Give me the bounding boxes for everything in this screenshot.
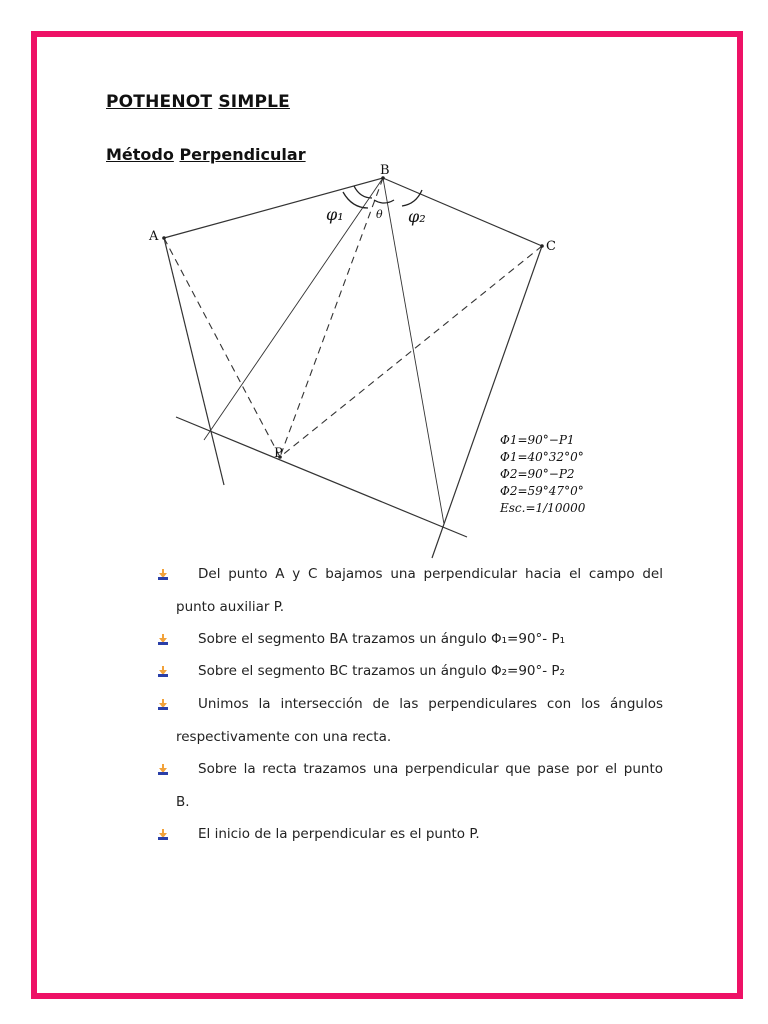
bullet-text-line-1: Unimos la intersección de las perpendiculares con los ángulos bbox=[198, 696, 663, 712]
dashed-ap bbox=[164, 238, 280, 457]
bullet-arrow-icon bbox=[158, 699, 168, 710]
formula-line: Φ2=90°−P2 bbox=[500, 467, 575, 481]
bullet-text-line-1: Sobre el segmento BA trazamos un ángulo Φ₁=90°- P₁ bbox=[198, 631, 566, 647]
label-b: B bbox=[380, 163, 390, 178]
label-phi2: φ₂ bbox=[408, 207, 426, 226]
ray-phi2 bbox=[383, 178, 444, 524]
formula-line: Φ1=90°−P1 bbox=[500, 433, 575, 447]
formula-line: Φ1=40°32°0° bbox=[500, 450, 584, 464]
bullet-arrow-icon bbox=[158, 569, 168, 580]
formula-block bbox=[500, 432, 585, 517]
arc-left-small bbox=[354, 186, 372, 198]
label-p: P bbox=[274, 446, 283, 461]
page-title bbox=[106, 92, 290, 112]
subtitle-word-2: Perpendicular bbox=[179, 145, 306, 164]
point-c-dot bbox=[540, 244, 544, 248]
segment-bc bbox=[383, 178, 542, 246]
label-theta: θ bbox=[376, 208, 383, 221]
segment-ab bbox=[164, 178, 383, 238]
point-a-dot bbox=[162, 236, 166, 240]
label-c: C bbox=[546, 239, 556, 254]
bullet-text-line-1: El inicio de la perpendicular es el punto P. bbox=[198, 826, 480, 842]
bullet-arrow-icon bbox=[158, 829, 168, 840]
bullet-text-line-1: Sobre el segmento BC trazamos un ángulo Φ₂=90°- P₂ bbox=[198, 663, 565, 679]
title-word-1: POTHENOT bbox=[106, 92, 213, 112]
bullet-text-line-2: respectivamente con una recta. bbox=[176, 729, 392, 745]
formula-line: Φ2=59°47°0° bbox=[500, 484, 584, 498]
bullet-arrow-icon bbox=[158, 634, 168, 645]
bullet-arrow-icon bbox=[158, 666, 168, 677]
bullet-text-line-2: punto auxiliar P. bbox=[176, 599, 285, 615]
bullet-text-line-2: B. bbox=[176, 794, 190, 810]
title-word-2: SIMPLE bbox=[218, 92, 290, 112]
arc-phi2 bbox=[402, 190, 422, 206]
arc-theta bbox=[374, 200, 394, 203]
subtitle-word-1: Método bbox=[106, 145, 174, 164]
perpendicular-a bbox=[164, 238, 224, 485]
bullet-arrow-icon bbox=[158, 764, 168, 775]
ray-phi1 bbox=[204, 178, 383, 440]
base-line bbox=[176, 417, 467, 537]
label-a: A bbox=[149, 229, 159, 244]
bullet-text-line-1: Del punto A y C bajamos una perpendicular hacia el campo del bbox=[198, 566, 663, 582]
formula-line: Esc.=1/10000 bbox=[500, 501, 586, 515]
label-phi1: φ₁ bbox=[326, 205, 344, 224]
bullet-text-line-1: Sobre la recta trazamos una perpendicular que pase por el punto bbox=[198, 761, 663, 777]
